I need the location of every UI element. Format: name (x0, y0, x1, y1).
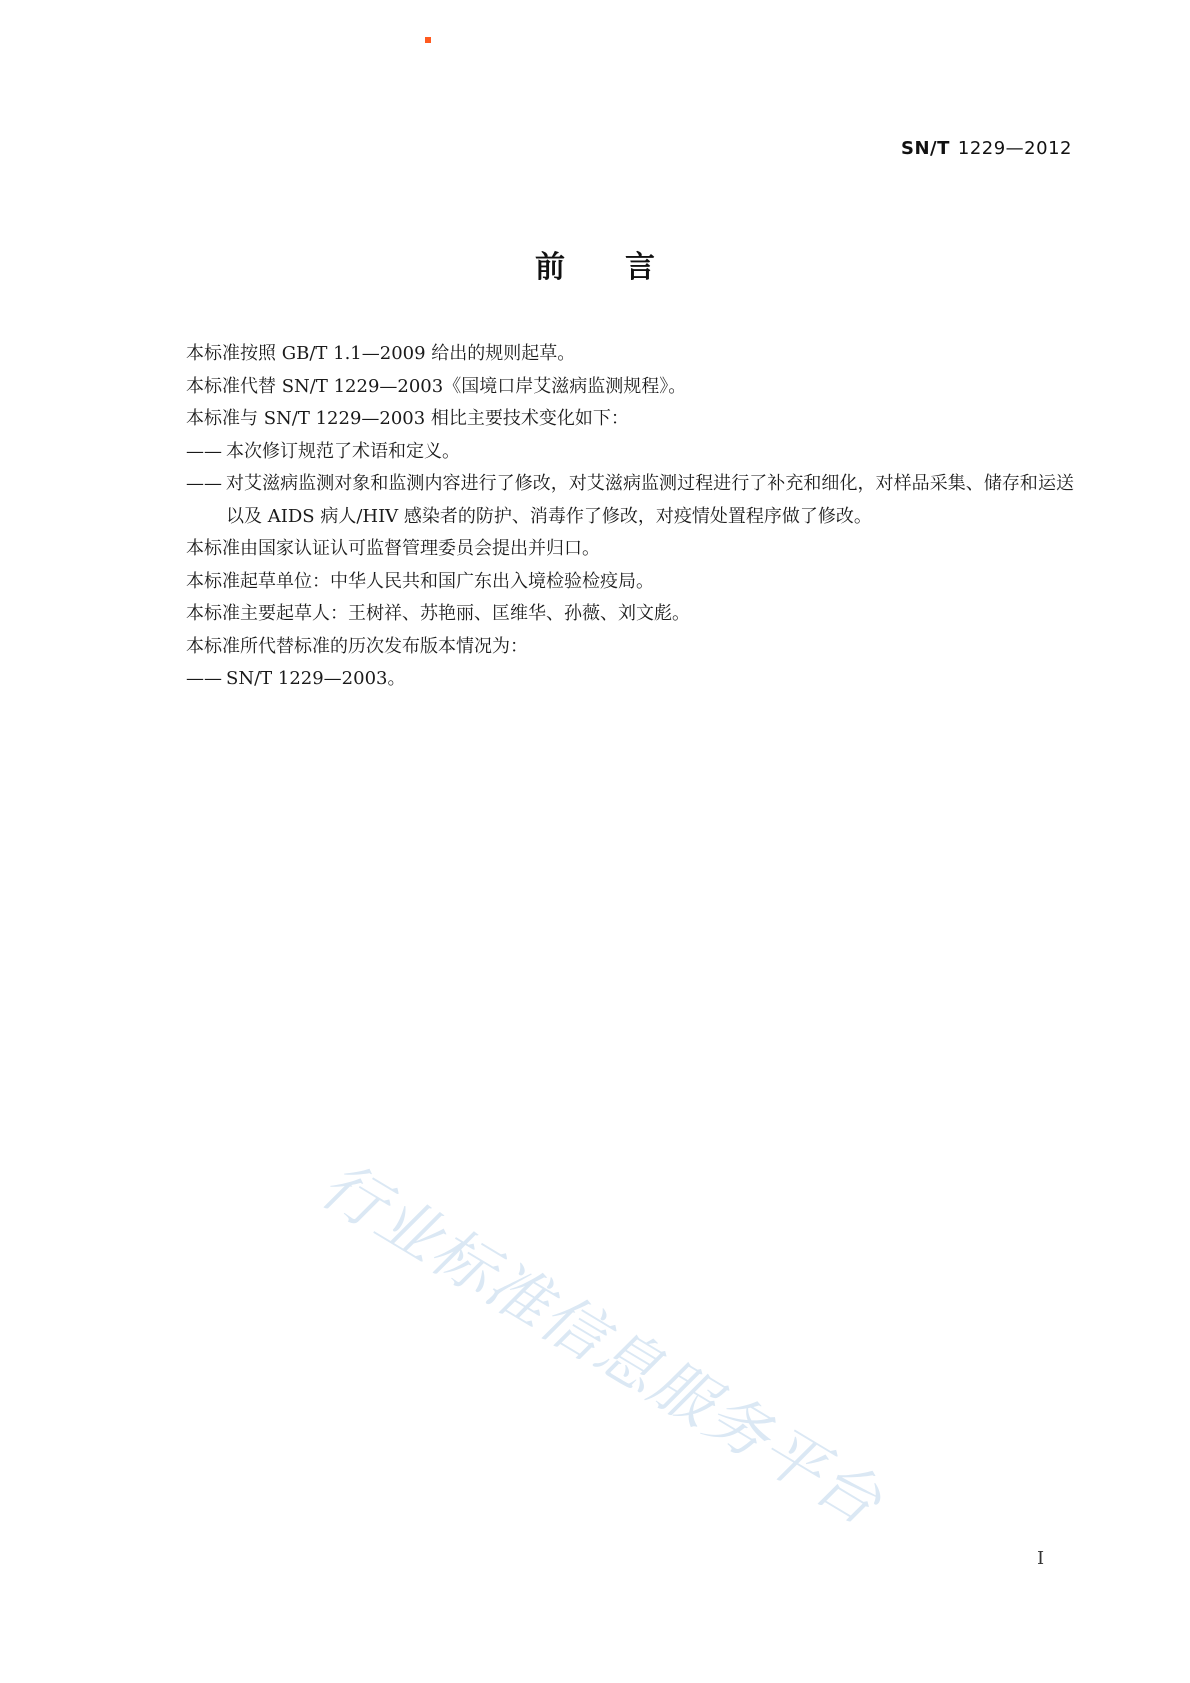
paragraph-drafting-unit: 本标准起草单位：中华人民共和国广东出入境检验检疫局。 (186, 570, 654, 592)
list-item-text: 对艾滋病监测对象和监测内容进行了修改，对艾滋病监测过程进行了补充和细化，对样品采集、储存和运送以及 AIDS 病人/HIV 感染者的防护、消毒作了修改，对疫情处置程序做了修改。 (226, 473, 1074, 527)
dash-marker: —— (186, 668, 222, 689)
paragraph-drafters: 本标准主要起草人：王树祥、苏艳丽、匡维华、孙薇、刘文彪。 (186, 603, 690, 624)
dash-marker: —— (186, 473, 222, 494)
standard-code-prefix: SN/T (900, 138, 950, 159)
list-item-text: SN/T 1229—2003。 (226, 668, 406, 689)
foreword-body (186, 338, 1074, 696)
watermark: 行业标准信息服务平台 (308, 1147, 895, 1540)
list-item-change (186, 436, 1074, 469)
list-item-text: 本次修订规范了术语和定义。 (226, 440, 460, 462)
list-item-history (186, 663, 1074, 696)
paragraph-drafting-rules: 本标准按照 GB/T 1.1—2009 给出的规则起草。 (186, 343, 576, 364)
page-number: I (1037, 1548, 1045, 1569)
standard-code-number: 1229—2012 (957, 138, 1072, 159)
corner-mark (425, 37, 431, 43)
paragraph-proposer: 本标准由国家认证认可监督管理委员会提出并归口。 (186, 538, 600, 559)
paragraph-history-intro: 本标准所代替标准的历次发布版本情况为： (186, 635, 528, 657)
standard-code (901, 138, 1072, 159)
list-item-change (186, 468, 1074, 533)
paragraph-changes-intro: 本标准与 SN/T 1229—2003 相比主要技术变化如下： (186, 408, 629, 429)
dash-marker: —— (186, 440, 222, 462)
paragraph-replaces: 本标准代替 SN/T 1229—2003《国境口岸艾滋病监测规程》。 (186, 375, 687, 397)
page-title: 前言 (535, 250, 715, 285)
